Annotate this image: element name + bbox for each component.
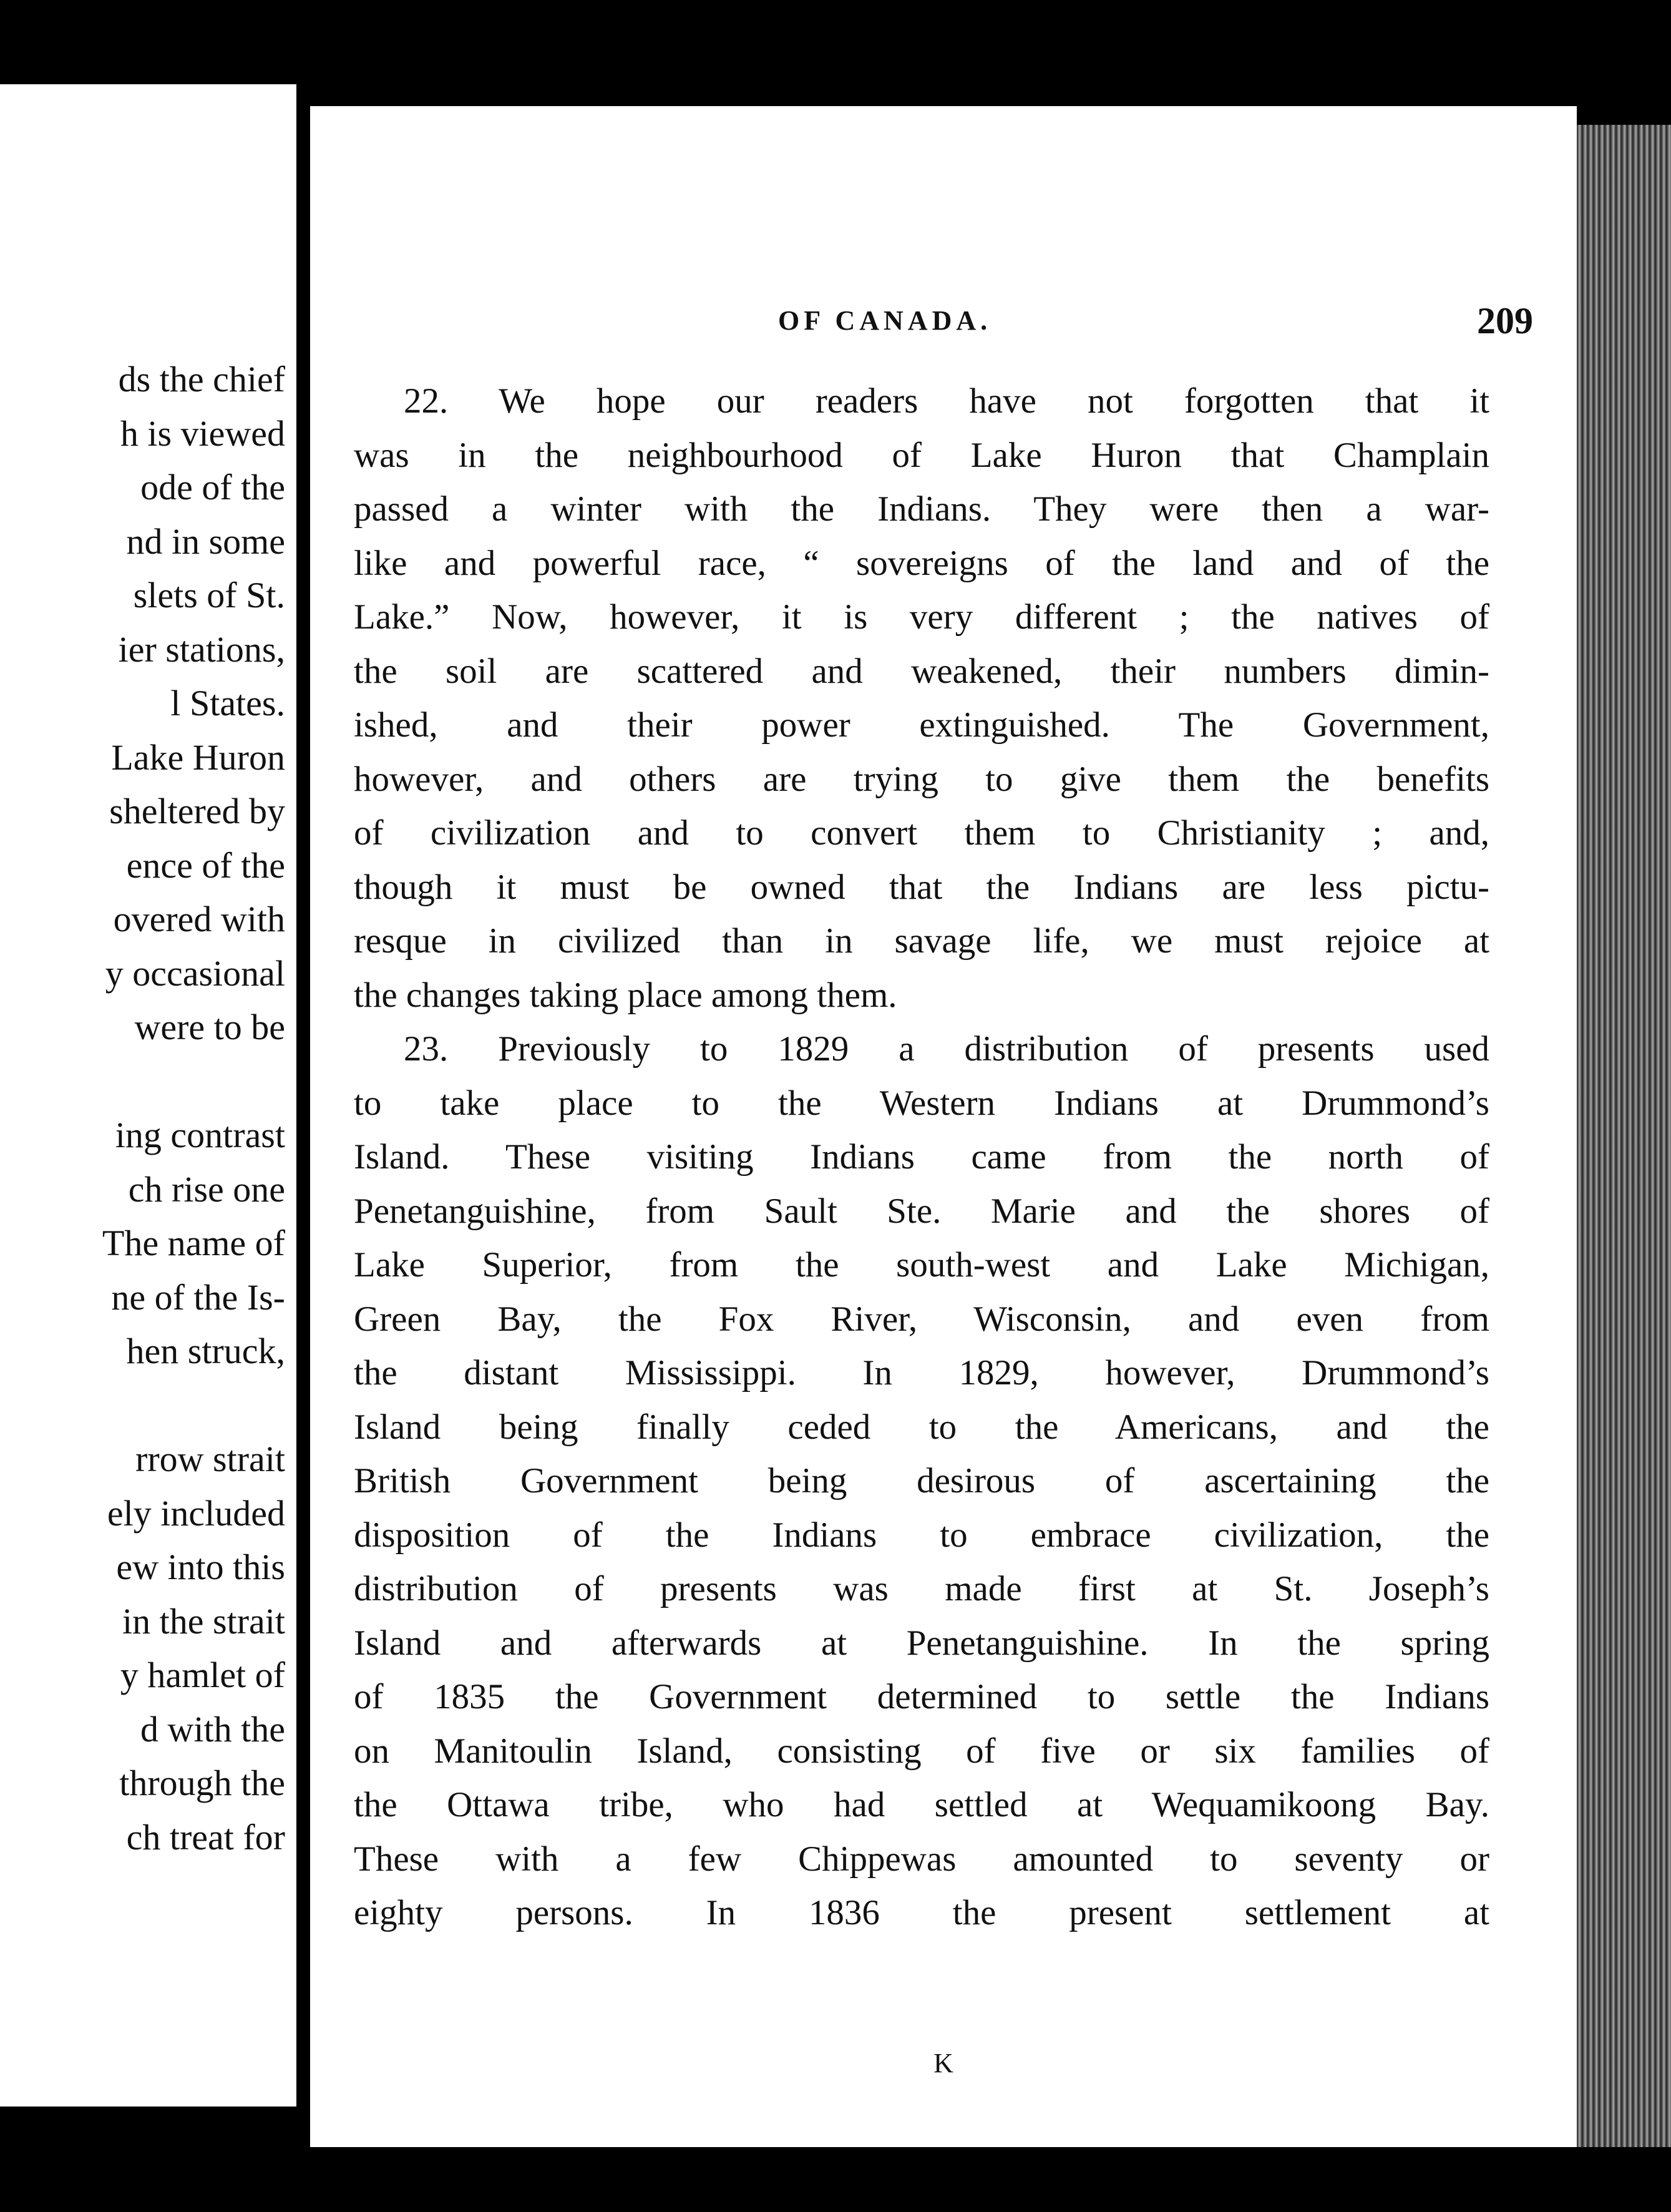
signature-mark: K <box>933 2048 953 2078</box>
left-line: nd in some <box>126 521 285 562</box>
text-line: Green Bay, the Fox River, Wisconsin, and even from <box>354 1299 1489 1339</box>
left-page <box>0 84 296 2107</box>
text-line: Penetanguishine, from Sault Ste. Marie and the shores of <box>354 1191 1489 1231</box>
text-line: the Ottawa tribe, who had settled at Wequamikoong Bay. <box>354 1785 1489 1824</box>
left-line: ne of the Is- <box>111 1276 285 1318</box>
left-line: slets of St. <box>133 575 285 615</box>
body-text <box>354 374 1489 1940</box>
left-line: The name of <box>102 1223 285 1263</box>
text-line: 22. We hope our readers have not forgotten that it <box>404 381 1489 421</box>
text-line: Lake Superior, from the south-west and Lake Michigan, <box>354 1245 1489 1285</box>
text-line: the changes taking place among them. <box>354 975 897 1015</box>
left-line: in the strait <box>122 1600 285 1642</box>
text-line: was in the neighbourhood of Lake Huron that Champlain <box>354 435 1489 475</box>
left-line: l States. <box>170 683 285 723</box>
text-line: the soil are scattered and weakened, their numbers dimin- <box>354 651 1489 691</box>
text-line: Lake.” Now, however, it is very different ; the natives of <box>354 597 1489 637</box>
text-line: ished, and their power extinguished. The Government, <box>354 705 1489 745</box>
text-line: 23. Previously to 1829 a distribution of presents used <box>404 1029 1489 1069</box>
text-line: Island. These visiting Indians came from the north of <box>354 1137 1489 1177</box>
left-line: y occasional <box>105 952 285 994</box>
left-line: ch treat for <box>126 1816 285 1857</box>
main-page <box>310 106 1577 2147</box>
text-line: Island being finally ceded to the Americans, and the <box>354 1407 1489 1447</box>
page-number: 209 <box>1477 300 1533 341</box>
left-line: ds the chief <box>118 359 285 399</box>
left-line: ely included <box>107 1492 285 1534</box>
text-line: distribution of presents was made first at St. Joseph’s <box>354 1569 1489 1608</box>
text-line: of civilization and to convert them to Christianity ; and, <box>354 813 1489 853</box>
text-line: resque in civilized than in savage life, we must rejoice at <box>354 921 1489 961</box>
left-line: ode of the <box>140 467 285 507</box>
text-line: eighty persons. In 1836 the present settlement at <box>354 1893 1489 1932</box>
left-line: through the <box>119 1763 285 1803</box>
text-line: passed a winter with the Indians. They were then a war- <box>354 489 1489 529</box>
left-line-blank <box>0 1055 285 1109</box>
text-line: like and powerful race, “ sovereigns of the land and of the <box>354 543 1489 583</box>
left-line-blank <box>0 1379 285 1433</box>
text-line: the distant Mississippi. In 1829, however, Drummond’s <box>354 1353 1489 1392</box>
left-line: y hamlet of <box>120 1655 285 1695</box>
left-line: rrow strait <box>135 1439 285 1479</box>
left-line: sheltered by <box>109 791 285 831</box>
text-line: to take place to the Western Indians at Drummond’s <box>354 1083 1489 1123</box>
left-line: ence of the <box>126 844 285 886</box>
left-line: d with the <box>140 1708 285 1750</box>
left-line: ier stations, <box>118 629 285 670</box>
left-page-text <box>0 353 285 1864</box>
text-line: Island and afterwards at Penetanguishine. In the spring <box>354 1623 1489 1663</box>
left-line: ing contrast <box>115 1115 285 1155</box>
text-line: on Manitoulin Island, consisting of five or six families of <box>354 1731 1489 1771</box>
book-spine <box>296 100 310 2122</box>
left-line: ew into this <box>116 1547 285 1587</box>
text-line: of 1835 the Government determined to settle the Indians <box>354 1677 1489 1716</box>
left-line: were to be <box>134 1007 285 1047</box>
left-line: overed with <box>113 899 285 939</box>
left-line: h is viewed <box>120 413 285 454</box>
left-line: hen struck, <box>126 1331 285 1371</box>
page-header <box>310 300 1577 356</box>
text-line: disposition of the Indians to embrace civilization, the <box>354 1515 1489 1555</box>
text-line: though it must be owned that the Indians are less pictu- <box>354 867 1489 907</box>
left-line: Lake Huron <box>111 737 285 778</box>
left-line: ch rise one <box>128 1168 285 1210</box>
text-line: These with a few Chippewas amounted to seventy or <box>354 1839 1489 1879</box>
page-edges <box>1577 125 1671 2147</box>
text-line: British Government being desirous of ascertaining the <box>354 1461 1489 1500</box>
text-line: however, and others are trying to give them the benefits <box>354 759 1489 799</box>
running-head: OF CANADA. <box>778 305 992 336</box>
